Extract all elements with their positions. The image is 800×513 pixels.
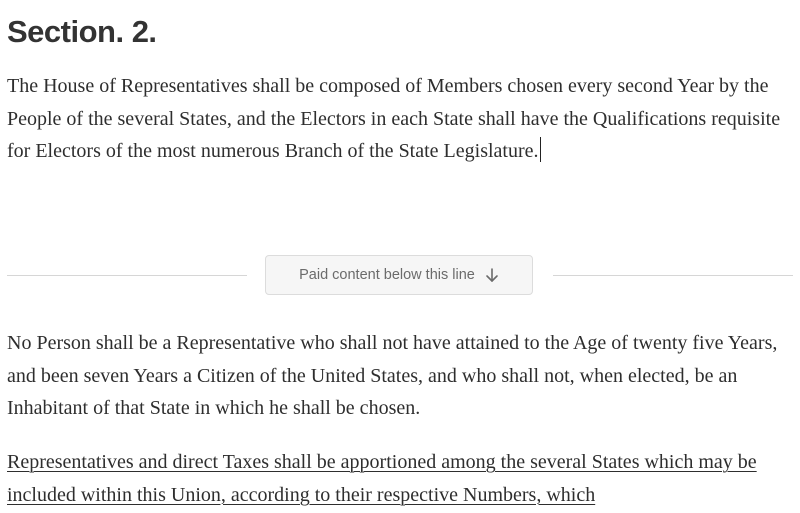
section-heading[interactable]: Section. 2. (7, 14, 157, 49)
text-cursor (540, 137, 541, 162)
paragraph-free-1[interactable] (7, 70, 793, 168)
paragraph-paid-1[interactable]: No Person shall be a Representative who shall not have attained to the Age of twenty five Years, and been seven Years a Citizen of the United States, and who shall not, when elected, be an Inhabitant of that State in which he shall be chosen. (7, 332, 778, 419)
divider-line-right (553, 275, 793, 276)
paragraph-paid-2[interactable]: Representatives and direct Taxes shall be apportioned among the several States which may be included within this Union, according to their respective Numbers, which (7, 451, 757, 506)
divider-line-left (7, 275, 247, 276)
arrow-down-icon (485, 267, 499, 283)
paid-content-button[interactable] (265, 255, 533, 295)
paragraph-text: The House of Representatives shall be composed of Members chosen every second Year by the People of the several States, and the Electors in each State shall have the Qualifications requisite for Electors of the most numerous Branch of the State Legislature. (7, 75, 781, 162)
paywall-divider (7, 255, 793, 297)
paid-content-label: Paid content below this line (299, 267, 475, 283)
